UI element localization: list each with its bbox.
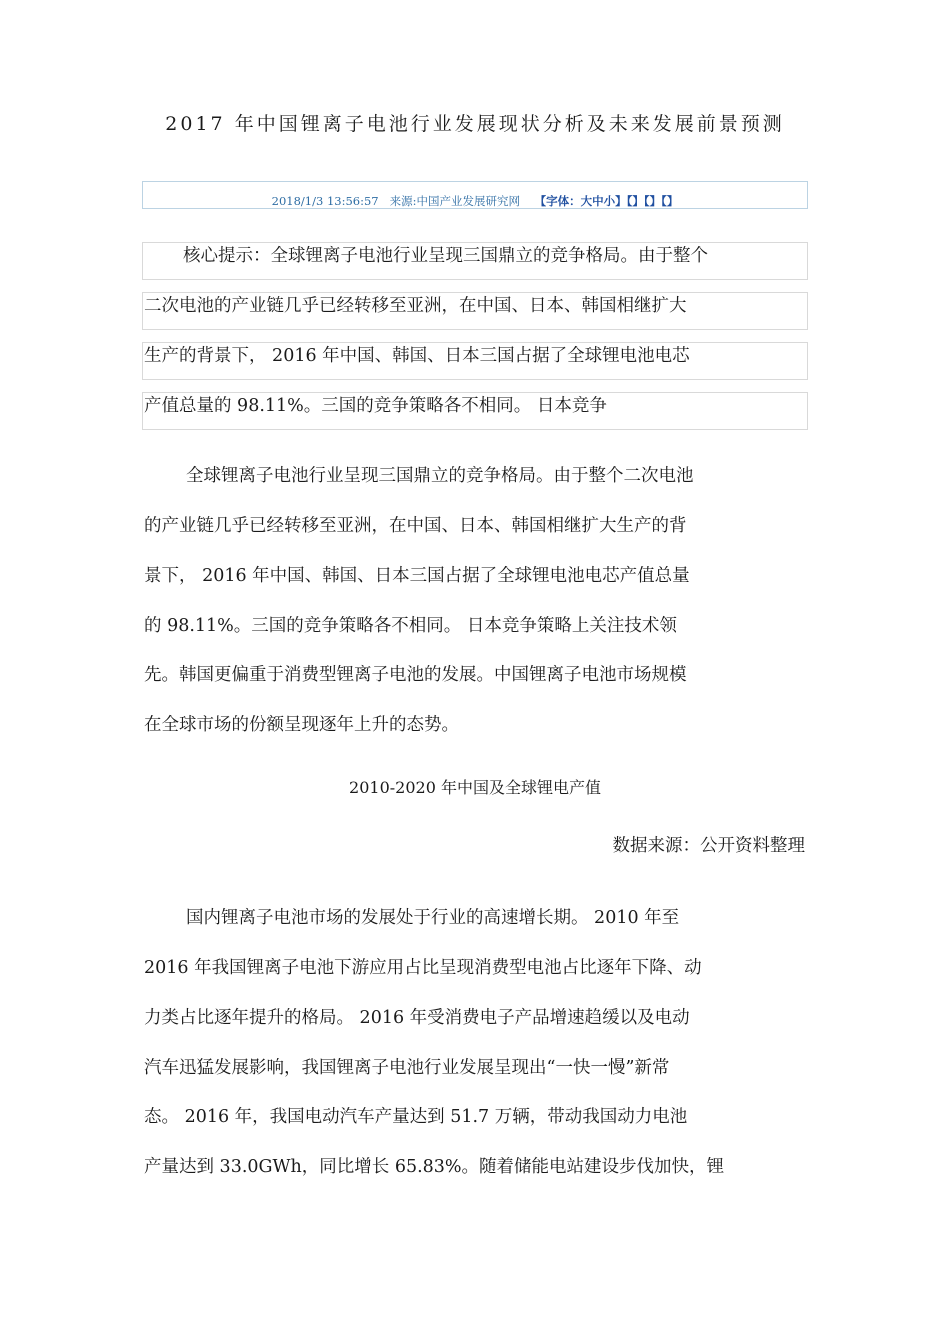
paragraph-1-line: 的产业链几乎已经转移至亚洲，在中国、日本、韩国相继扩大生产的背 [144, 516, 687, 536]
paragraph-1-line: 在全球市场的份额呈现逐年上升的态势。 [144, 715, 459, 735]
paragraph-1-line: 全球锂离子电池行业呈现三国鼎立的竞争格局。由于整个二次电池 [186, 466, 694, 486]
paragraph-2-line: 态。 2016 年，我国电动汽车产量达到 51.7 万辆，带动我国动力电池 [144, 1107, 688, 1127]
paragraph-1-line: 景下， 2016 年中国、韩国、日本三国占据了全球锂电池电芯产值总量 [144, 566, 690, 586]
summary-line: 核心提示：全球锂离子电池行业呈现三国鼎立的竞争格局。由于整个 [183, 246, 708, 266]
summary-line: 产值总量的 98.11%。三国的竞争策略各不相同。 日本竞争 [144, 396, 607, 416]
article-meta [142, 193, 808, 209]
paragraph-1-line: 先。韩国更偏重于消费型锂离子电池的发展。中国锂离子电池市场规模 [144, 665, 687, 685]
paragraph-1-line: 的 98.11%。三国的竞争策略各不相同。 日本竞争策略上关注技术领 [144, 616, 677, 636]
article-source: 来源:中国产业发展研究网 [389, 194, 520, 208]
summary-line: 生产的背景下， 2016 年中国、韩国、日本三国占据了全球锂电池电芯 [144, 346, 690, 366]
figure-caption: 2010-2020 年中国及全球锂电产值 [349, 778, 601, 797]
paragraph-2-line: 汽车迅猛发展影响，我国锂离子电池行业发展呈现出“一快一慢”新常 [144, 1058, 670, 1078]
paragraph-2-line: 力类占比逐年提升的格局。 2016 年受消费电子产品增速趋缓以及电动 [144, 1008, 690, 1028]
publish-date: 2018/1/3 13:56:57 [271, 194, 379, 208]
figure-source: 数据来源：公开资料整理 [612, 836, 805, 856]
paragraph-2-line: 2016 年我国锂离子电池下游应用占比呈现消费型电池占比逐年下降、动 [144, 958, 702, 978]
font-size-control[interactable]: 【字体：大中小】【】【】【】 [534, 194, 679, 208]
article-title: 2017 年中国锂离子电池行业发展现状分析及未来发展前景预测 [165, 113, 785, 135]
summary-line: 二次电池的产业链几乎已经转移至亚洲，在中国、日本、韩国相继扩大 [144, 296, 687, 316]
paragraph-2-line: 产量达到 33.0GWh，同比增长 65.83%。随着储能电站建设步伐加快，锂 [144, 1157, 725, 1177]
paragraph-2-line: 国内锂离子电池市场的发展处于行业的高速增长期。 2010 年至 [186, 908, 680, 928]
